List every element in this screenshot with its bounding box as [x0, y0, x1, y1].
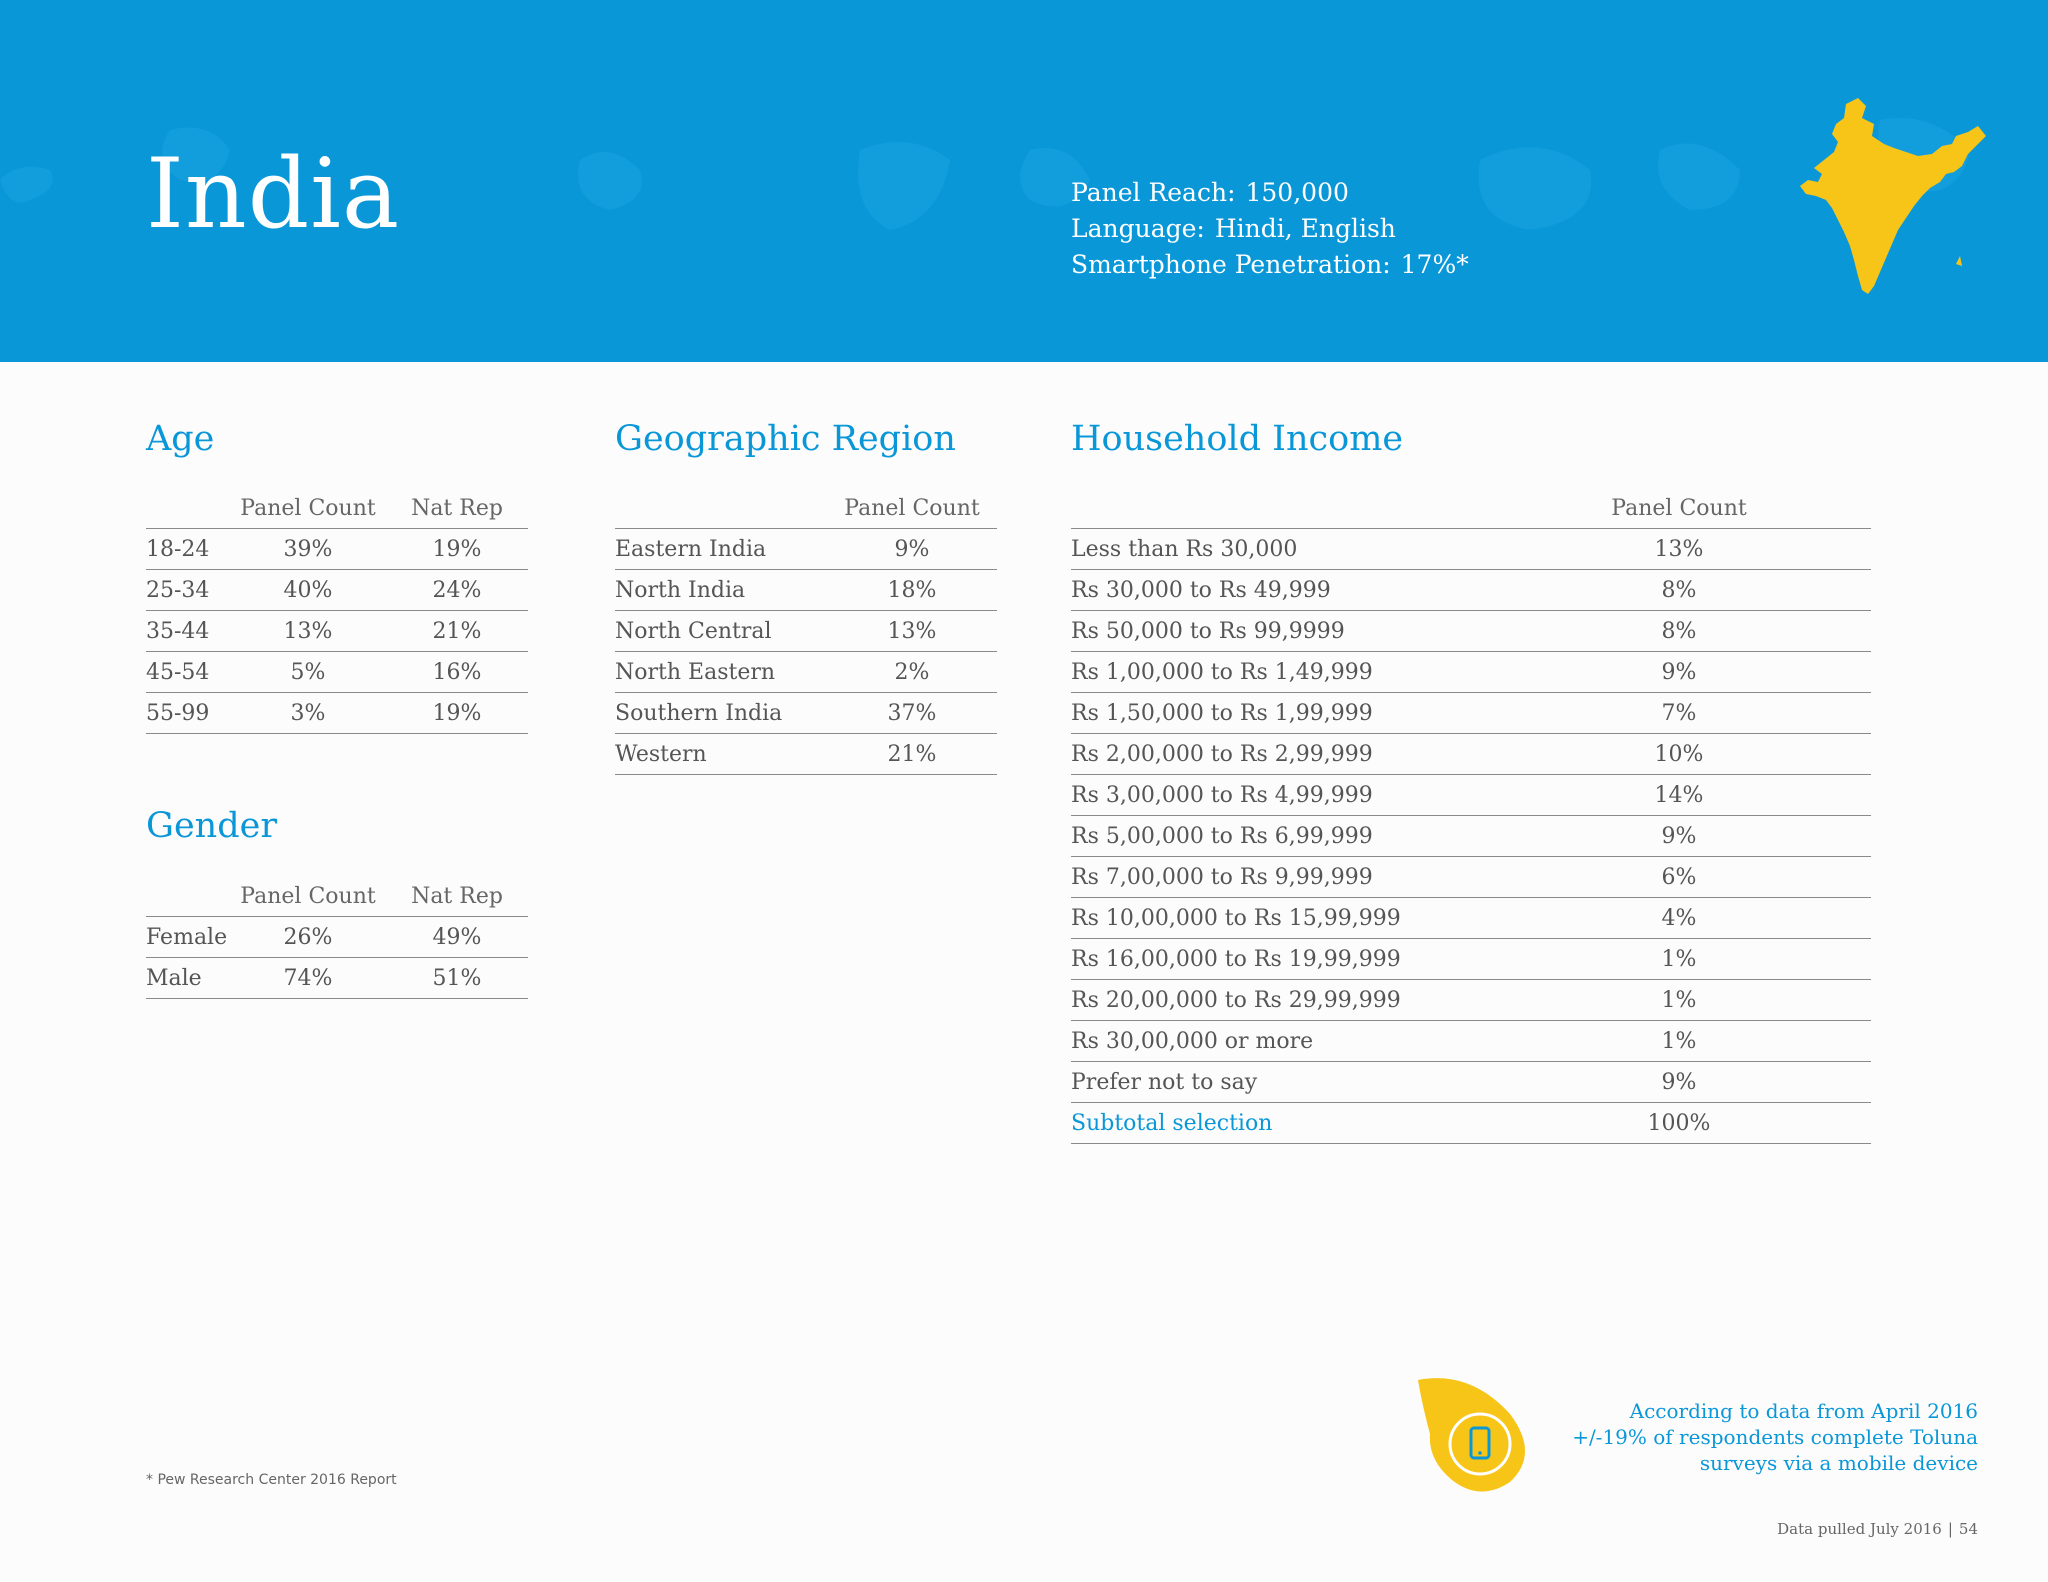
mobile-note-line: +/-19% of respondents complete Toluna — [1572, 1425, 1978, 1449]
table-row — [146, 917, 528, 958]
panel-count: 7% — [1531, 693, 1827, 734]
income-bracket: Rs 7,00,000 to Rs 9,99,999 — [1071, 857, 1531, 898]
column-header: Nat Rep — [386, 488, 528, 529]
mobile-note-line: surveys via a mobile device — [1699, 1451, 1978, 1475]
panel-count: 39% — [230, 529, 386, 570]
table-header-row — [1071, 488, 1871, 529]
language — [1071, 211, 1469, 247]
table-row — [1071, 734, 1871, 775]
footer-separator: | — [1947, 1520, 1953, 1538]
nat-rep: 21% — [386, 611, 528, 652]
income-bracket: Rs 1,50,000 to Rs 1,99,999 — [1071, 693, 1531, 734]
smartphone-penetration — [1071, 247, 1469, 283]
income-bracket: Rs 1,00,000 to Rs 1,49,999 — [1071, 652, 1531, 693]
income-table — [1071, 488, 1871, 1144]
panel-count: 26% — [230, 917, 386, 958]
panel-count: 9% — [1531, 816, 1827, 857]
table-row — [1071, 775, 1871, 816]
panel-count: 14% — [1531, 775, 1827, 816]
table-row — [1071, 939, 1871, 980]
income-section-title: Household Income — [1071, 419, 1404, 459]
nat-rep: 16% — [386, 652, 528, 693]
income-bracket: Rs 10,00,000 to Rs 15,99,999 — [1071, 898, 1531, 939]
india-map-icon — [1796, 96, 1996, 306]
table-row — [1071, 1021, 1871, 1062]
column-spacer — [1827, 488, 1871, 529]
row-spacer — [1827, 1103, 1871, 1144]
fact-value: 17%* — [1400, 250, 1469, 279]
panel-count: 2% — [827, 652, 997, 693]
panel-count: 10% — [1531, 734, 1827, 775]
fact-value: 150,000 — [1245, 178, 1349, 207]
age-range: 55-99 — [146, 693, 230, 734]
panel-count: 8% — [1531, 570, 1827, 611]
income-bracket: Rs 3,00,000 to Rs 4,99,999 — [1071, 775, 1531, 816]
panel-count: 1% — [1531, 1021, 1827, 1062]
row-spacer — [1827, 652, 1871, 693]
table-row — [1071, 816, 1871, 857]
data-pulled-date: Data pulled July 2016 — [1777, 1520, 1942, 1538]
table-header-row — [146, 488, 528, 529]
column-header — [1071, 488, 1531, 529]
row-spacer — [1827, 857, 1871, 898]
table-row — [615, 734, 997, 775]
income-bracket: Prefer not to say — [1071, 1062, 1531, 1103]
table-row — [1071, 898, 1871, 939]
column-header: Panel Count — [230, 876, 386, 917]
gender-table — [146, 876, 528, 999]
table-header-row — [615, 488, 997, 529]
nat-rep: 19% — [386, 693, 528, 734]
row-spacer — [1827, 611, 1871, 652]
gender-label: Female — [146, 917, 230, 958]
column-header — [146, 876, 230, 917]
table-row — [146, 958, 528, 999]
region-name: North Central — [615, 611, 827, 652]
nat-rep: 24% — [386, 570, 528, 611]
age-range: 35-44 — [146, 611, 230, 652]
header-banner — [0, 0, 2048, 362]
table-row — [1071, 529, 1871, 570]
nat-rep: 49% — [386, 917, 528, 958]
region-name: Eastern India — [615, 529, 827, 570]
table-row — [1071, 1062, 1871, 1103]
column-header — [146, 488, 230, 529]
smartphone-icon — [1410, 1374, 1530, 1494]
row-spacer — [1827, 1062, 1871, 1103]
region-name: North Eastern — [615, 652, 827, 693]
panel-count: 37% — [827, 693, 997, 734]
column-header: Panel Count — [827, 488, 997, 529]
panel-count: 4% — [1531, 898, 1827, 939]
age-range: 45-54 — [146, 652, 230, 693]
nat-rep: 51% — [386, 958, 528, 999]
panel-count: 21% — [827, 734, 997, 775]
region-name: North India — [615, 570, 827, 611]
nat-rep: 19% — [386, 529, 528, 570]
region-section-title: Geographic Region — [615, 419, 956, 459]
table-row — [146, 611, 528, 652]
table-row — [1071, 611, 1871, 652]
column-header: Panel Count — [1531, 488, 1827, 529]
table-row — [615, 529, 997, 570]
age-table — [146, 488, 528, 734]
table-row — [615, 652, 997, 693]
table-row — [615, 570, 997, 611]
region-name: Western — [615, 734, 827, 775]
fact-label: Panel Reach: — [1071, 178, 1236, 207]
table-row — [1071, 570, 1871, 611]
panel-count: 74% — [230, 958, 386, 999]
country-facts — [1071, 175, 1469, 283]
panel-count: 9% — [827, 529, 997, 570]
gender-label: Male — [146, 958, 230, 999]
row-spacer — [1827, 1021, 1871, 1062]
panel-count: 1% — [1531, 939, 1827, 980]
table-row — [146, 693, 528, 734]
panel-count: 1% — [1531, 980, 1827, 1021]
mobile-note — [1538, 1398, 1978, 1476]
region-table — [615, 488, 997, 775]
page-number: 54 — [1958, 1520, 1978, 1538]
age-section-title: Age — [146, 419, 215, 459]
fact-value: Hindi, English — [1214, 214, 1396, 243]
row-spacer — [1827, 816, 1871, 857]
income-bracket: Less than Rs 30,000 — [1071, 529, 1531, 570]
income-bracket: Rs 16,00,000 to Rs 19,99,999 — [1071, 939, 1531, 980]
gender-section-title: Gender — [146, 806, 278, 846]
page-title: India — [146, 138, 401, 250]
income-bracket: Rs 30,000 to Rs 49,999 — [1071, 570, 1531, 611]
subtotal-row — [1071, 1103, 1871, 1144]
panel-count: 3% — [230, 693, 386, 734]
subtotal-value: 100% — [1531, 1103, 1827, 1144]
row-spacer — [1827, 939, 1871, 980]
income-bracket: Rs 30,00,000 or more — [1071, 1021, 1531, 1062]
panel-reach — [1071, 175, 1469, 211]
row-spacer — [1827, 570, 1871, 611]
table-row — [146, 652, 528, 693]
income-bracket: Rs 20,00,000 to Rs 29,99,999 — [1071, 980, 1531, 1021]
income-bracket: Rs 50,000 to Rs 99,9999 — [1071, 611, 1531, 652]
row-spacer — [1827, 898, 1871, 939]
table-row — [1071, 857, 1871, 898]
column-header: Nat Rep — [386, 876, 528, 917]
table-header-row — [146, 876, 528, 917]
panel-count: 18% — [827, 570, 997, 611]
table-row — [1071, 693, 1871, 734]
row-spacer — [1827, 775, 1871, 816]
panel-count: 40% — [230, 570, 386, 611]
footnote: * Pew Research Center 2016 Report — [146, 1472, 397, 1488]
table-row — [615, 611, 997, 652]
income-bracket: Rs 5,00,000 to Rs 6,99,999 — [1071, 816, 1531, 857]
panel-count: 9% — [1531, 652, 1827, 693]
row-spacer — [1827, 980, 1871, 1021]
table-row — [146, 529, 528, 570]
age-range: 18-24 — [146, 529, 230, 570]
panel-count: 9% — [1531, 1062, 1827, 1103]
row-spacer — [1827, 693, 1871, 734]
mobile-note-line: According to data from April 2016 — [1629, 1399, 1978, 1423]
column-header — [615, 488, 827, 529]
age-range: 25-34 — [146, 570, 230, 611]
row-spacer — [1827, 529, 1871, 570]
panel-count: 13% — [1531, 529, 1827, 570]
income-bracket: Rs 2,00,000 to Rs 2,99,999 — [1071, 734, 1531, 775]
subtotal-label: Subtotal selection — [1071, 1103, 1531, 1144]
fact-label: Smartphone Penetration: — [1071, 250, 1391, 279]
fact-label: Language: — [1071, 214, 1205, 243]
page-footer — [1777, 1520, 1978, 1538]
panel-count: 5% — [230, 652, 386, 693]
row-spacer — [1827, 734, 1871, 775]
table-row — [1071, 652, 1871, 693]
region-name: Southern India — [615, 693, 827, 734]
panel-count: 13% — [827, 611, 997, 652]
table-row — [615, 693, 997, 734]
panel-count: 13% — [230, 611, 386, 652]
table-row — [146, 570, 528, 611]
panel-count: 6% — [1531, 857, 1827, 898]
column-header: Panel Count — [230, 488, 386, 529]
panel-count: 8% — [1531, 611, 1827, 652]
table-row — [1071, 980, 1871, 1021]
